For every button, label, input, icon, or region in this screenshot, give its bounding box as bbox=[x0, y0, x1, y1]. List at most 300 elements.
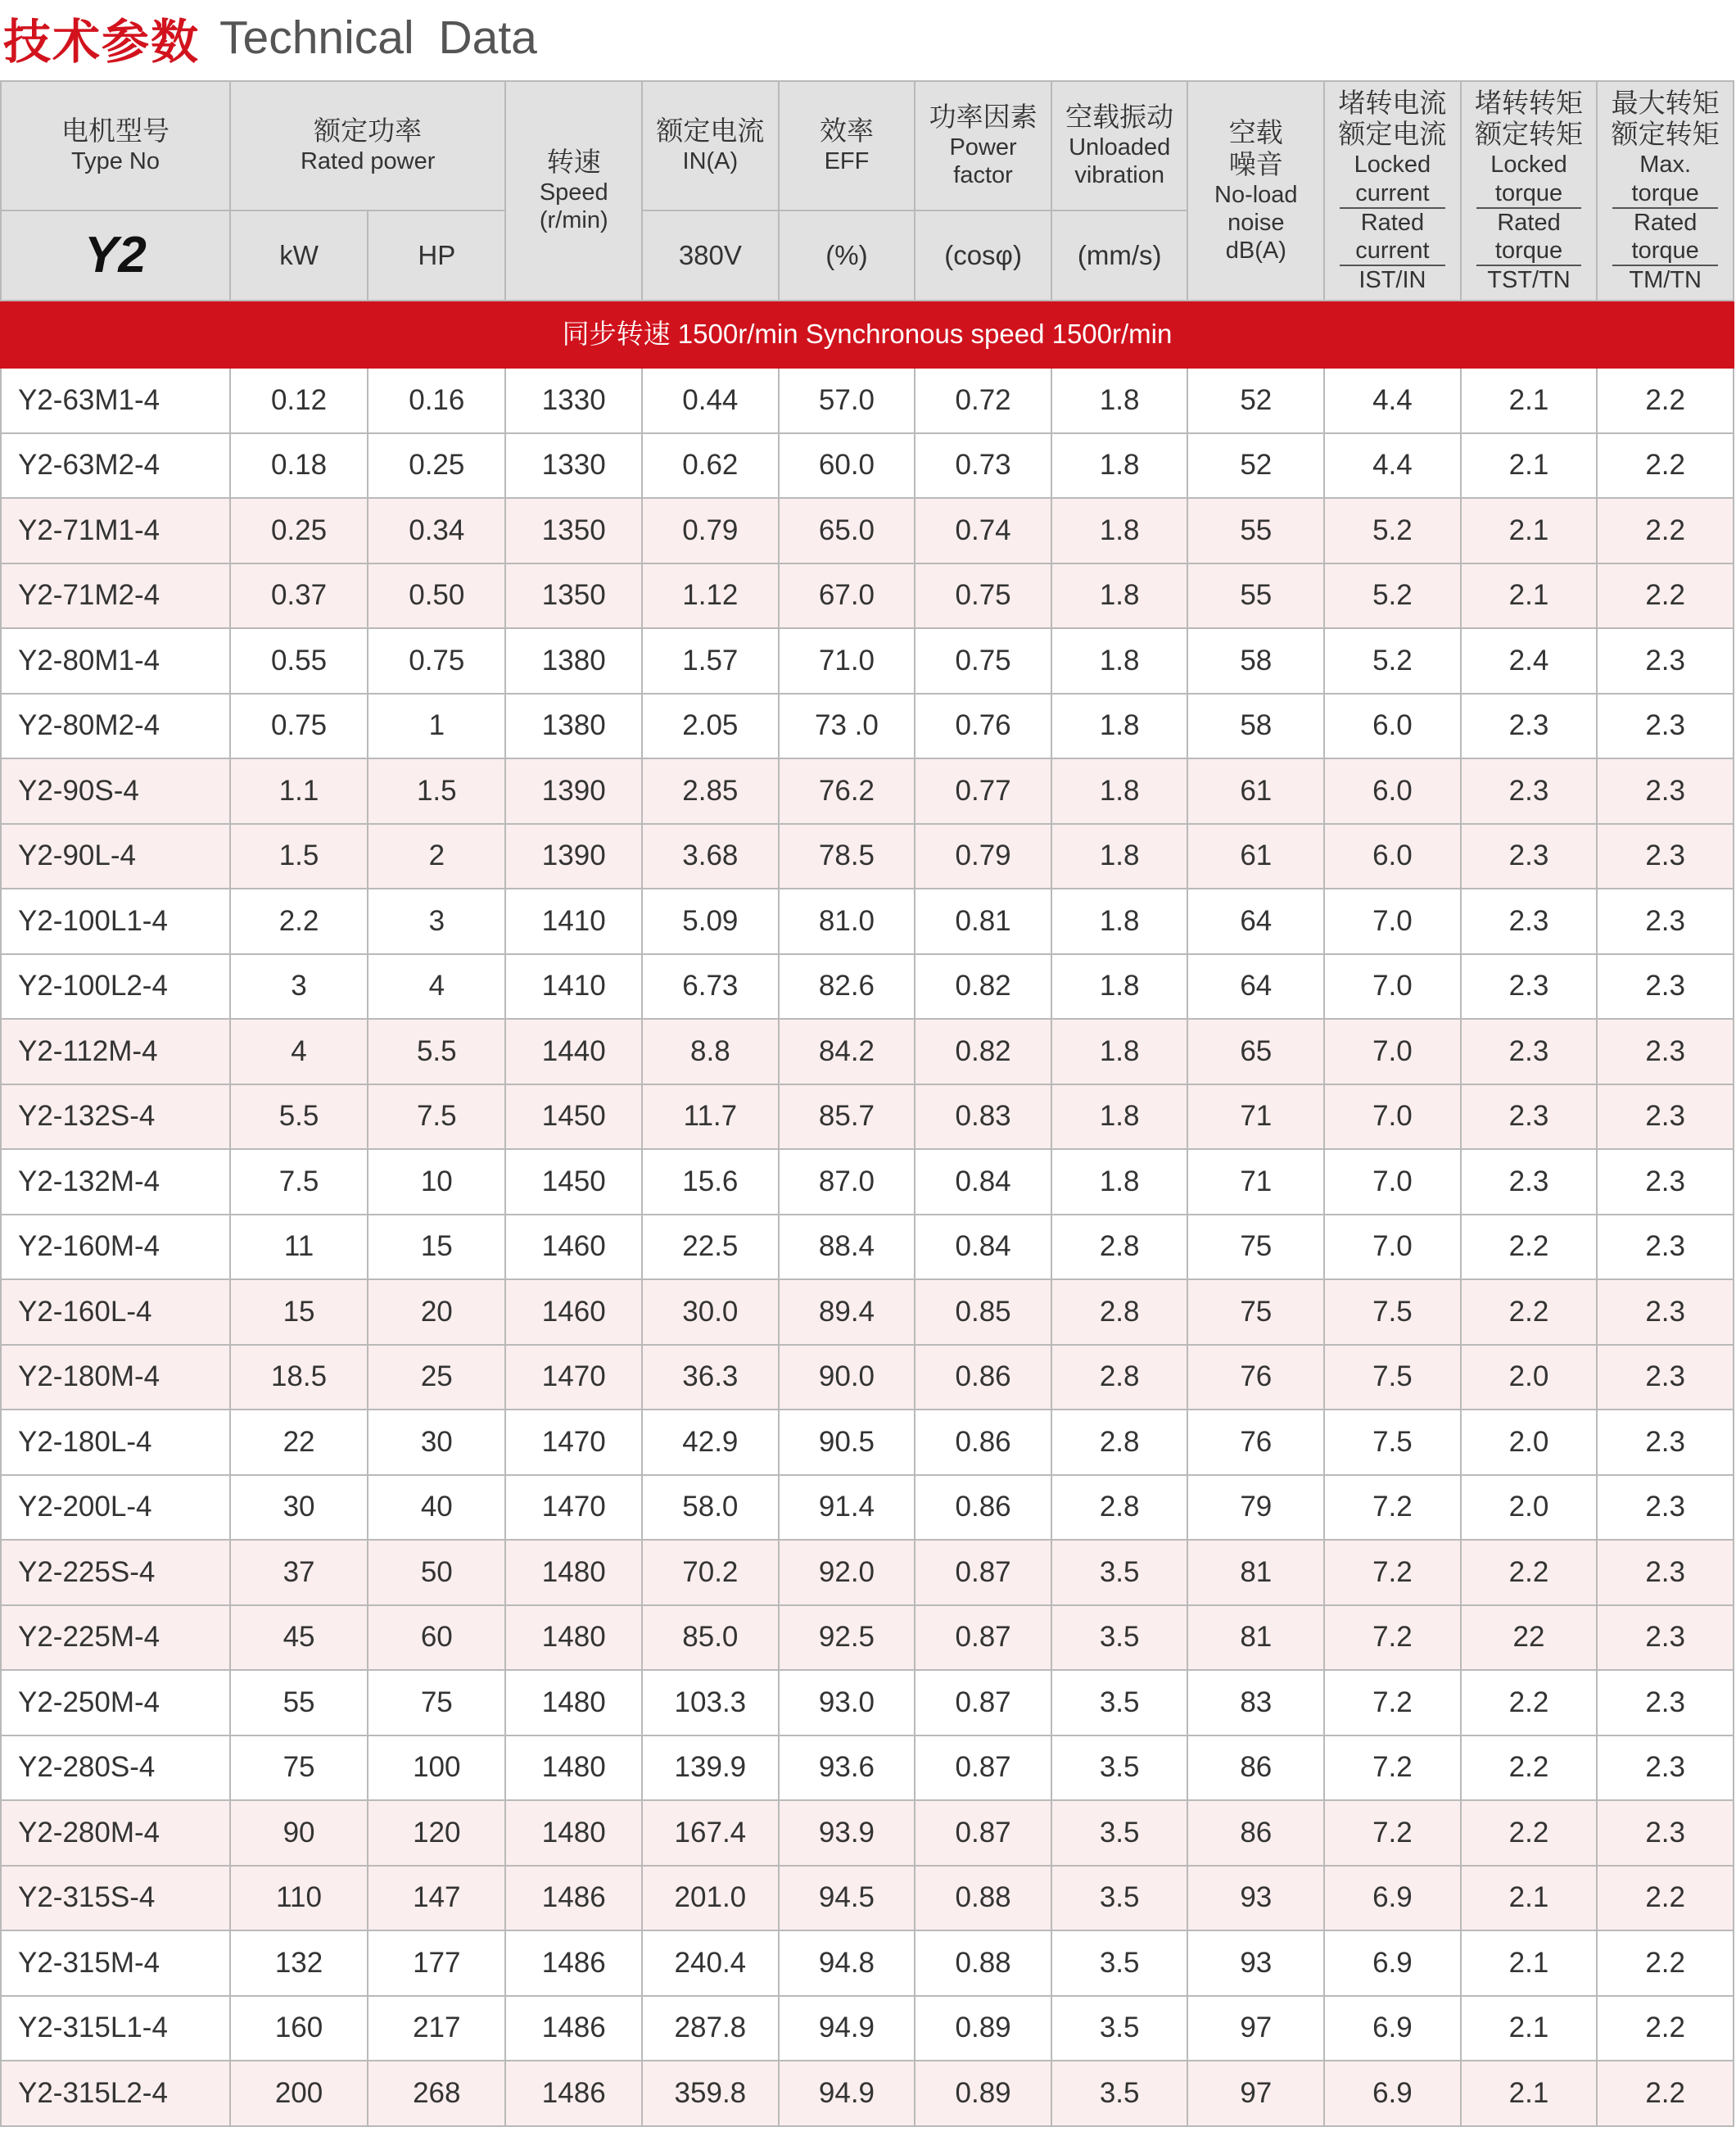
header-efficiency: 效率 EFF bbox=[779, 81, 915, 210]
cell-kw: 15 bbox=[230, 1279, 368, 1345]
cell-vibration: 3.5 bbox=[1051, 1800, 1188, 1866]
cell-efficiency: 71.0 bbox=[779, 628, 915, 694]
cell-current: 42.9 bbox=[642, 1410, 779, 1475]
cell-tst-tn: 2.3 bbox=[1461, 1149, 1598, 1215]
cell-current: 30.0 bbox=[642, 1279, 779, 1345]
cell-hp: 147 bbox=[368, 1866, 505, 1931]
table-row bbox=[1, 694, 1734, 759]
cell-kw: 75 bbox=[230, 1735, 368, 1801]
cell-tm-tn: 2.3 bbox=[1597, 1149, 1734, 1215]
cell-current: 0.62 bbox=[642, 433, 779, 499]
cell-current: 15.6 bbox=[642, 1149, 779, 1215]
cell-model: Y2-90L-4 bbox=[1, 824, 230, 889]
cell-kw: 4 bbox=[230, 1019, 368, 1084]
cell-power-factor: 0.89 bbox=[915, 2061, 1051, 2126]
cell-efficiency: 81.0 bbox=[779, 889, 915, 954]
cell-power-factor: 0.85 bbox=[915, 1279, 1051, 1345]
cell-tst-tn: 2.3 bbox=[1461, 1084, 1598, 1150]
cell-current: 359.8 bbox=[642, 2061, 779, 2126]
cell-current: 22.5 bbox=[642, 1215, 779, 1280]
cell-vibration: 3.5 bbox=[1051, 1540, 1188, 1605]
cell-ist-in: 6.0 bbox=[1324, 824, 1461, 889]
cell-ist-in: 7.0 bbox=[1324, 1215, 1461, 1280]
cell-tm-tn: 2.3 bbox=[1597, 628, 1734, 694]
cell-vibration: 2.8 bbox=[1051, 1279, 1188, 1345]
table-row bbox=[1, 1345, 1734, 1410]
cell-hp: 2 bbox=[368, 824, 505, 889]
cell-hp: 4 bbox=[368, 954, 505, 1020]
cell-noise: 97 bbox=[1187, 2061, 1324, 2126]
cell-hp: 1.5 bbox=[368, 758, 505, 824]
cell-model: Y2-315M-4 bbox=[1, 1930, 230, 1996]
cell-hp: 75 bbox=[368, 1670, 505, 1735]
cell-noise: 81 bbox=[1187, 1540, 1324, 1605]
cell-kw: 5.5 bbox=[230, 1084, 368, 1150]
cell-speed: 1460 bbox=[505, 1215, 642, 1280]
cell-speed: 1480 bbox=[505, 1540, 642, 1605]
cell-kw: 3 bbox=[230, 954, 368, 1020]
table-row bbox=[1, 1084, 1734, 1150]
cell-noise: 64 bbox=[1187, 889, 1324, 954]
cell-vibration: 1.8 bbox=[1051, 498, 1188, 563]
cell-efficiency: 73 .0 bbox=[779, 694, 915, 759]
cell-tst-tn: 2.3 bbox=[1461, 954, 1598, 1020]
cell-tst-tn: 2.0 bbox=[1461, 1410, 1598, 1475]
cell-vibration: 2.8 bbox=[1051, 1410, 1188, 1475]
cell-hp: 120 bbox=[368, 1800, 505, 1866]
header-speed: 转速 Speed (r/min) bbox=[505, 81, 642, 301]
cell-vibration: 1.8 bbox=[1051, 563, 1188, 629]
cell-hp: 10 bbox=[368, 1149, 505, 1215]
table-row bbox=[1, 498, 1734, 563]
cell-tm-tn: 2.3 bbox=[1597, 1019, 1734, 1084]
cell-tst-tn: 2.1 bbox=[1461, 498, 1598, 563]
cell-kw: 0.18 bbox=[230, 433, 368, 499]
cell-efficiency: 91.4 bbox=[779, 1475, 915, 1541]
cell-tst-tn: 2.2 bbox=[1461, 1540, 1598, 1605]
cell-kw: 37 bbox=[230, 1540, 368, 1605]
cell-speed: 1470 bbox=[505, 1410, 642, 1475]
cell-tst-tn: 2.2 bbox=[1461, 1215, 1598, 1280]
cell-ist-in: 7.5 bbox=[1324, 1345, 1461, 1410]
cell-power-factor: 0.87 bbox=[915, 1540, 1051, 1605]
cell-tst-tn: 2.1 bbox=[1461, 2061, 1598, 2126]
cell-tm-tn: 2.3 bbox=[1597, 1540, 1734, 1605]
cell-tst-tn: 2.1 bbox=[1461, 368, 1598, 433]
cell-current: 6.73 bbox=[642, 954, 779, 1020]
cell-kw: 11 bbox=[230, 1215, 368, 1280]
header-row-1 bbox=[1, 81, 1734, 210]
cell-ist-in: 7.0 bbox=[1324, 1019, 1461, 1084]
cell-tm-tn: 2.3 bbox=[1597, 889, 1734, 954]
cell-noise: 76 bbox=[1187, 1345, 1324, 1410]
table-body bbox=[1, 368, 1734, 2126]
cell-model: Y2-80M2-4 bbox=[1, 694, 230, 759]
cell-vibration: 3.5 bbox=[1051, 1996, 1188, 2061]
cell-tst-tn: 2.3 bbox=[1461, 824, 1598, 889]
table-row bbox=[1, 889, 1734, 954]
cell-noise: 83 bbox=[1187, 1670, 1324, 1735]
technical-data-table bbox=[0, 80, 1734, 2127]
cell-power-factor: 0.79 bbox=[915, 824, 1051, 889]
cell-current: 1.57 bbox=[642, 628, 779, 694]
cell-efficiency: 88.4 bbox=[779, 1215, 915, 1280]
table-row bbox=[1, 563, 1734, 629]
cell-tm-tn: 2.3 bbox=[1597, 1475, 1734, 1541]
cell-power-factor: 0.82 bbox=[915, 954, 1051, 1020]
cell-hp: 7.5 bbox=[368, 1084, 505, 1150]
cell-current: 287.8 bbox=[642, 1996, 779, 2061]
cell-hp: 60 bbox=[368, 1605, 505, 1671]
cell-tst-tn: 2.1 bbox=[1461, 1930, 1598, 1996]
cell-tm-tn: 2.2 bbox=[1597, 433, 1734, 499]
cell-ist-in: 6.0 bbox=[1324, 758, 1461, 824]
cell-tm-tn: 2.3 bbox=[1597, 1410, 1734, 1475]
header-vibration: 空载振动 Unloaded vibration bbox=[1051, 81, 1188, 210]
cell-kw: 30 bbox=[230, 1475, 368, 1541]
cell-model: Y2-132M-4 bbox=[1, 1149, 230, 1215]
cell-vibration: 1.8 bbox=[1051, 368, 1188, 433]
cell-vibration: 1.8 bbox=[1051, 694, 1188, 759]
cell-vibration: 1.8 bbox=[1051, 628, 1188, 694]
cell-speed: 1486 bbox=[505, 1866, 642, 1931]
cell-vibration: 1.8 bbox=[1051, 824, 1188, 889]
table-row bbox=[1, 1410, 1734, 1475]
page-title bbox=[0, 0, 983, 75]
cell-ist-in: 7.5 bbox=[1324, 1279, 1461, 1345]
cell-model: Y2-112M-4 bbox=[1, 1019, 230, 1084]
cell-noise: 64 bbox=[1187, 954, 1324, 1020]
cell-current: 201.0 bbox=[642, 1866, 779, 1931]
cell-vibration: 3.5 bbox=[1051, 1670, 1188, 1735]
cell-current: 1.12 bbox=[642, 563, 779, 629]
cell-speed: 1330 bbox=[505, 433, 642, 499]
table-row bbox=[1, 1735, 1734, 1801]
cell-hp: 20 bbox=[368, 1279, 505, 1345]
header-unit-hp: HP bbox=[368, 210, 505, 301]
cell-ist-in: 6.9 bbox=[1324, 1866, 1461, 1931]
header-noise: 空载 噪音 No-load noise dB(A) bbox=[1187, 81, 1324, 301]
cell-noise: 81 bbox=[1187, 1605, 1324, 1671]
cell-power-factor: 0.75 bbox=[915, 563, 1051, 629]
cell-model: Y2-180L-4 bbox=[1, 1410, 230, 1475]
header-current: 额定电流 IN(A) bbox=[642, 81, 779, 210]
cell-hp: 0.34 bbox=[368, 498, 505, 563]
table-row bbox=[1, 1800, 1734, 1866]
cell-vibration: 1.8 bbox=[1051, 758, 1188, 824]
cell-power-factor: 0.89 bbox=[915, 1996, 1051, 2061]
cell-tst-tn: 2.3 bbox=[1461, 1019, 1598, 1084]
table-row bbox=[1, 824, 1734, 889]
cell-vibration: 3.5 bbox=[1051, 1930, 1188, 1996]
table-row bbox=[1, 1149, 1734, 1215]
cell-tst-tn: 2.2 bbox=[1461, 1800, 1598, 1866]
cell-kw: 110 bbox=[230, 1866, 368, 1931]
cell-current: 167.4 bbox=[642, 1800, 779, 1866]
cell-speed: 1480 bbox=[505, 1800, 642, 1866]
table-row bbox=[1, 1670, 1734, 1735]
cell-model: Y2-280M-4 bbox=[1, 1800, 230, 1866]
cell-model: Y2-250M-4 bbox=[1, 1670, 230, 1735]
cell-ist-in: 7.2 bbox=[1324, 1475, 1461, 1541]
cell-tst-tn: 2.3 bbox=[1461, 758, 1598, 824]
cell-hp: 1 bbox=[368, 694, 505, 759]
cell-efficiency: 94.5 bbox=[779, 1866, 915, 1931]
cell-noise: 55 bbox=[1187, 563, 1324, 629]
cell-efficiency: 93.9 bbox=[779, 1800, 915, 1866]
cell-speed: 1486 bbox=[505, 2061, 642, 2126]
cell-power-factor: 0.88 bbox=[915, 1930, 1051, 1996]
cell-power-factor: 0.86 bbox=[915, 1410, 1051, 1475]
cell-efficiency: 65.0 bbox=[779, 498, 915, 563]
cell-tm-tn: 2.2 bbox=[1597, 368, 1734, 433]
cell-model: Y2-180M-4 bbox=[1, 1345, 230, 1410]
table-row bbox=[1, 1475, 1734, 1541]
cell-model: Y2-225M-4 bbox=[1, 1605, 230, 1671]
cell-efficiency: 90.5 bbox=[779, 1410, 915, 1475]
cell-kw: 18.5 bbox=[230, 1345, 368, 1410]
cell-tm-tn: 2.3 bbox=[1597, 758, 1734, 824]
cell-speed: 1450 bbox=[505, 1149, 642, 1215]
cell-power-factor: 0.86 bbox=[915, 1345, 1051, 1410]
cell-hp: 0.25 bbox=[368, 433, 505, 499]
cell-efficiency: 78.5 bbox=[779, 824, 915, 889]
cell-ist-in: 5.2 bbox=[1324, 628, 1461, 694]
cell-vibration: 3.5 bbox=[1051, 2061, 1188, 2126]
cell-noise: 58 bbox=[1187, 628, 1324, 694]
table-row bbox=[1, 1540, 1734, 1605]
cell-speed: 1450 bbox=[505, 1084, 642, 1150]
cell-ist-in: 7.0 bbox=[1324, 1084, 1461, 1150]
header-power-factor: 功率因素 Power factor bbox=[915, 81, 1051, 210]
cell-vibration: 1.8 bbox=[1051, 1019, 1188, 1084]
cell-noise: 97 bbox=[1187, 1996, 1324, 2061]
page-title-english: Technical Data bbox=[219, 11, 537, 64]
cell-speed: 1460 bbox=[505, 1279, 642, 1345]
cell-speed: 1410 bbox=[505, 889, 642, 954]
cell-current: 2.85 bbox=[642, 758, 779, 824]
cell-tm-tn: 2.3 bbox=[1597, 1800, 1734, 1866]
cell-current: 0.44 bbox=[642, 368, 779, 433]
cell-tst-tn: 2.1 bbox=[1461, 433, 1598, 499]
cell-current: 240.4 bbox=[642, 1930, 779, 1996]
cell-model: Y2-225S-4 bbox=[1, 1540, 230, 1605]
cell-tst-tn: 2.3 bbox=[1461, 694, 1598, 759]
cell-efficiency: 93.6 bbox=[779, 1735, 915, 1801]
cell-vibration: 2.8 bbox=[1051, 1345, 1188, 1410]
header-model: 电机型号 Type No bbox=[1, 81, 230, 210]
cell-tm-tn: 2.3 bbox=[1597, 1605, 1734, 1671]
cell-kw: 55 bbox=[230, 1670, 368, 1735]
cell-efficiency: 76.2 bbox=[779, 758, 915, 824]
cell-vibration: 3.5 bbox=[1051, 1735, 1188, 1801]
cell-noise: 75 bbox=[1187, 1279, 1324, 1345]
cell-kw: 0.25 bbox=[230, 498, 368, 563]
cell-model: Y2-63M2-4 bbox=[1, 433, 230, 499]
cell-tst-tn: 2.4 bbox=[1461, 628, 1598, 694]
table-row bbox=[1, 628, 1734, 694]
cell-speed: 1440 bbox=[505, 1019, 642, 1084]
cell-power-factor: 0.87 bbox=[915, 1800, 1051, 1866]
table-row bbox=[1, 1215, 1734, 1280]
cell-speed: 1380 bbox=[505, 694, 642, 759]
cell-noise: 93 bbox=[1187, 1866, 1324, 1931]
cell-tm-tn: 2.3 bbox=[1597, 1735, 1734, 1801]
cell-speed: 1486 bbox=[505, 1996, 642, 2061]
cell-noise: 93 bbox=[1187, 1930, 1324, 1996]
cell-vibration: 1.8 bbox=[1051, 1149, 1188, 1215]
cell-ist-in: 6.0 bbox=[1324, 694, 1461, 759]
cell-current: 11.7 bbox=[642, 1084, 779, 1150]
cell-speed: 1480 bbox=[505, 1605, 642, 1671]
cell-kw: 1.1 bbox=[230, 758, 368, 824]
cell-ist-in: 5.2 bbox=[1324, 498, 1461, 563]
cell-hp: 40 bbox=[368, 1475, 505, 1541]
table-row bbox=[1, 1605, 1734, 1671]
table-header bbox=[1, 81, 1734, 368]
cell-vibration: 1.8 bbox=[1051, 954, 1188, 1020]
cell-kw: 22 bbox=[230, 1410, 368, 1475]
cell-current: 2.05 bbox=[642, 694, 779, 759]
cell-power-factor: 0.84 bbox=[915, 1149, 1051, 1215]
cell-ist-in: 7.2 bbox=[1324, 1735, 1461, 1801]
table-row bbox=[1, 433, 1734, 499]
cell-current: 0.79 bbox=[642, 498, 779, 563]
cell-efficiency: 93.0 bbox=[779, 1670, 915, 1735]
cell-hp: 217 bbox=[368, 1996, 505, 2061]
cell-model: Y2-63M1-4 bbox=[1, 368, 230, 433]
cell-speed: 1486 bbox=[505, 1930, 642, 1996]
cell-current: 5.09 bbox=[642, 889, 779, 954]
cell-model: Y2-100L1-4 bbox=[1, 889, 230, 954]
cell-current: 58.0 bbox=[642, 1475, 779, 1541]
cell-ist-in: 7.2 bbox=[1324, 1540, 1461, 1605]
cell-tm-tn: 2.3 bbox=[1597, 954, 1734, 1020]
cell-speed: 1380 bbox=[505, 628, 642, 694]
synchronous-speed-label: 同步转速 1500r/min Synchronous speed 1500r/min bbox=[1, 301, 1734, 368]
cell-noise: 75 bbox=[1187, 1215, 1324, 1280]
cell-model: Y2-80M1-4 bbox=[1, 628, 230, 694]
cell-noise: 65 bbox=[1187, 1019, 1324, 1084]
cell-vibration: 2.8 bbox=[1051, 1215, 1188, 1280]
cell-ist-in: 7.0 bbox=[1324, 889, 1461, 954]
cell-hp: 100 bbox=[368, 1735, 505, 1801]
cell-power-factor: 0.88 bbox=[915, 1866, 1051, 1931]
cell-kw: 132 bbox=[230, 1930, 368, 1996]
cell-noise: 61 bbox=[1187, 758, 1324, 824]
cell-efficiency: 89.4 bbox=[779, 1279, 915, 1345]
cell-hp: 50 bbox=[368, 1540, 505, 1605]
cell-power-factor: 0.76 bbox=[915, 694, 1051, 759]
cell-efficiency: 94.8 bbox=[779, 1930, 915, 1996]
cell-speed: 1410 bbox=[505, 954, 642, 1020]
cell-kw: 2.2 bbox=[230, 889, 368, 954]
cell-power-factor: 0.82 bbox=[915, 1019, 1051, 1084]
cell-noise: 52 bbox=[1187, 433, 1324, 499]
cell-tm-tn: 2.2 bbox=[1597, 1930, 1734, 1996]
cell-model: Y2-90S-4 bbox=[1, 758, 230, 824]
header-unit-voltage: 380V bbox=[642, 210, 779, 301]
synchronous-speed-band bbox=[1, 301, 1734, 368]
cell-noise: 71 bbox=[1187, 1149, 1324, 1215]
header-unit-mms: (mm/s) bbox=[1051, 210, 1188, 301]
cell-noise: 71 bbox=[1187, 1084, 1324, 1150]
cell-efficiency: 85.7 bbox=[779, 1084, 915, 1150]
cell-efficiency: 94.9 bbox=[779, 1996, 915, 2061]
page-title-chinese: 技术参数 bbox=[3, 16, 201, 69]
header-unit-cosphi: (cosφ) bbox=[915, 210, 1051, 301]
cell-ist-in: 7.2 bbox=[1324, 1800, 1461, 1866]
cell-kw: 160 bbox=[230, 1996, 368, 2061]
table-row bbox=[1, 2061, 1734, 2126]
cell-tst-tn: 2.2 bbox=[1461, 1670, 1598, 1735]
cell-tm-tn: 2.3 bbox=[1597, 1215, 1734, 1280]
cell-noise: 61 bbox=[1187, 824, 1324, 889]
table-row bbox=[1, 758, 1734, 824]
cell-tm-tn: 2.2 bbox=[1597, 498, 1734, 563]
cell-hp: 0.75 bbox=[368, 628, 505, 694]
cell-tm-tn: 2.3 bbox=[1597, 1345, 1734, 1410]
cell-model: Y2-315L1-4 bbox=[1, 1996, 230, 2061]
cell-tm-tn: 2.2 bbox=[1597, 2061, 1734, 2126]
cell-power-factor: 0.75 bbox=[915, 628, 1051, 694]
cell-efficiency: 94.9 bbox=[779, 2061, 915, 2126]
cell-efficiency: 60.0 bbox=[779, 433, 915, 499]
cell-speed: 1480 bbox=[505, 1670, 642, 1735]
cell-power-factor: 0.87 bbox=[915, 1735, 1051, 1801]
cell-power-factor: 0.77 bbox=[915, 758, 1051, 824]
cell-noise: 76 bbox=[1187, 1410, 1324, 1475]
cell-tst-tn: 2.1 bbox=[1461, 1866, 1598, 1931]
cell-ist-in: 5.2 bbox=[1324, 563, 1461, 629]
header-unit-kw: kW bbox=[230, 210, 368, 301]
header-locked-current: 堵转电流 额定电流 Locked current Rated current IST/IN bbox=[1324, 81, 1461, 301]
cell-kw: 0.55 bbox=[230, 628, 368, 694]
header-max-torque: 最大转矩 额定转矩 Max. torque Rated torque TM/TN bbox=[1597, 81, 1734, 301]
cell-kw: 1.5 bbox=[230, 824, 368, 889]
cell-model: Y2-71M1-4 bbox=[1, 498, 230, 563]
cell-tm-tn: 2.3 bbox=[1597, 1670, 1734, 1735]
cell-power-factor: 0.74 bbox=[915, 498, 1051, 563]
cell-hp: 30 bbox=[368, 1410, 505, 1475]
cell-model: Y2-100L2-4 bbox=[1, 954, 230, 1020]
cell-kw: 45 bbox=[230, 1605, 368, 1671]
cell-model: Y2-315L2-4 bbox=[1, 2061, 230, 2126]
cell-hp: 0.50 bbox=[368, 563, 505, 629]
cell-noise: 86 bbox=[1187, 1800, 1324, 1866]
cell-efficiency: 84.2 bbox=[779, 1019, 915, 1084]
cell-kw: 0.75 bbox=[230, 694, 368, 759]
cell-vibration: 3.5 bbox=[1051, 1866, 1188, 1931]
cell-hp: 0.16 bbox=[368, 368, 505, 433]
cell-tm-tn: 2.3 bbox=[1597, 1279, 1734, 1345]
cell-efficiency: 57.0 bbox=[779, 368, 915, 433]
cell-power-factor: 0.81 bbox=[915, 889, 1051, 954]
cell-ist-in: 6.9 bbox=[1324, 1996, 1461, 2061]
cell-tst-tn: 22 bbox=[1461, 1605, 1598, 1671]
cell-tm-tn: 2.2 bbox=[1597, 563, 1734, 629]
cell-current: 139.9 bbox=[642, 1735, 779, 1801]
cell-hp: 15 bbox=[368, 1215, 505, 1280]
cell-efficiency: 82.6 bbox=[779, 954, 915, 1020]
cell-model: Y2-315S-4 bbox=[1, 1866, 230, 1931]
header-series-y2: Y2 bbox=[1, 210, 230, 301]
cell-kw: 90 bbox=[230, 1800, 368, 1866]
cell-ist-in: 6.9 bbox=[1324, 1930, 1461, 1996]
cell-efficiency: 92.5 bbox=[779, 1605, 915, 1671]
cell-kw: 200 bbox=[230, 2061, 368, 2126]
cell-model: Y2-160L-4 bbox=[1, 1279, 230, 1345]
